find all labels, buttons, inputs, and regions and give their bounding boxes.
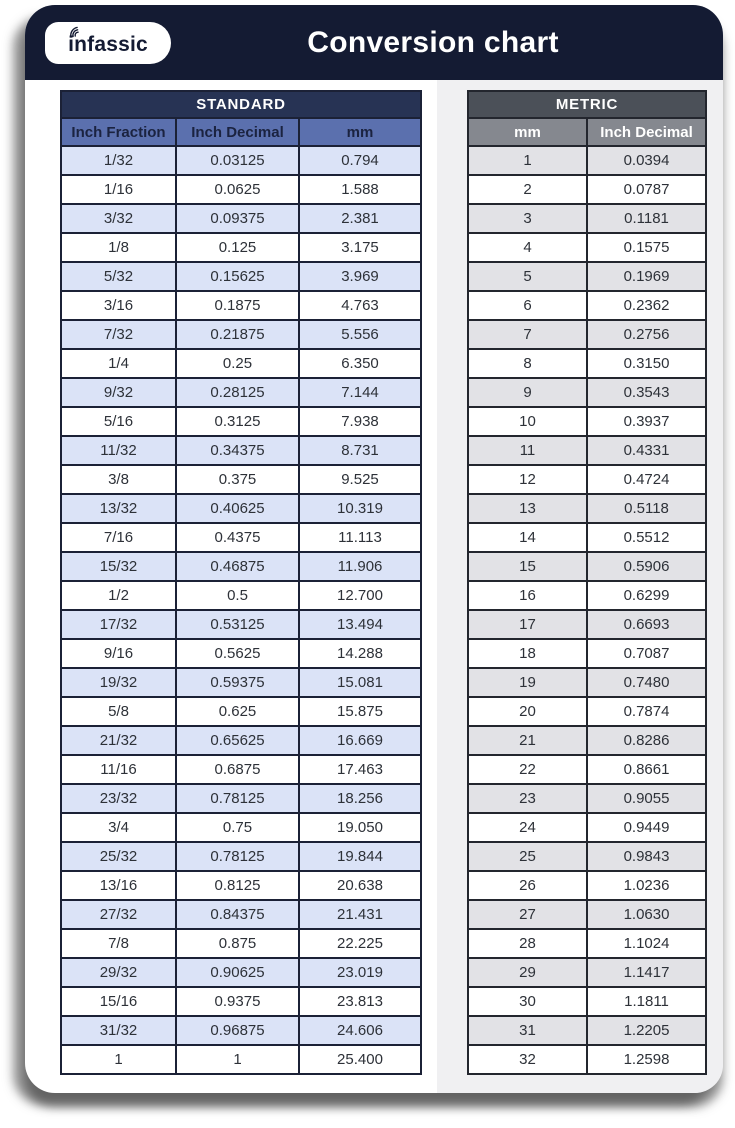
table-row bbox=[61, 581, 421, 610]
inch-decimal-cell: 0.9375 bbox=[176, 987, 299, 1016]
table-row bbox=[468, 1016, 706, 1045]
inch-decimal-cell: 0.8286 bbox=[587, 726, 706, 755]
table-row bbox=[468, 1045, 706, 1074]
inch-decimal-cell: 0.0787 bbox=[587, 175, 706, 204]
table-row bbox=[61, 900, 421, 929]
mm-cell: 2.381 bbox=[299, 204, 421, 233]
inch-fraction-cell: 9/32 bbox=[61, 378, 176, 407]
table-row bbox=[468, 204, 706, 233]
table-row bbox=[61, 523, 421, 552]
table-row bbox=[468, 436, 706, 465]
mm-cell: 17 bbox=[468, 610, 587, 639]
standard-table-title: STANDARD bbox=[61, 91, 421, 118]
infassic-logo bbox=[45, 22, 171, 64]
table-row bbox=[61, 378, 421, 407]
mm-cell: 31 bbox=[468, 1016, 587, 1045]
inch-fraction-cell: 1/8 bbox=[61, 233, 176, 262]
inch-decimal-cell: 0.5118 bbox=[587, 494, 706, 523]
table-row bbox=[468, 523, 706, 552]
table-row bbox=[61, 291, 421, 320]
mm-cell: 22 bbox=[468, 755, 587, 784]
table-row bbox=[468, 842, 706, 871]
inch-decimal-cell: 0.0394 bbox=[587, 146, 706, 175]
table-row bbox=[61, 204, 421, 233]
mm-cell: 23.813 bbox=[299, 987, 421, 1016]
mm-cell: 30 bbox=[468, 987, 587, 1016]
mm-cell: 21.431 bbox=[299, 900, 421, 929]
table-row bbox=[468, 958, 706, 987]
page-title: Conversion chart bbox=[307, 25, 559, 59]
inch-decimal-cell: 0.25 bbox=[176, 349, 299, 378]
table-row bbox=[61, 813, 421, 842]
mm-cell: 13.494 bbox=[299, 610, 421, 639]
inch-decimal-cell: 0.6875 bbox=[176, 755, 299, 784]
inch-decimal-cell: 0.9055 bbox=[587, 784, 706, 813]
table-row bbox=[61, 233, 421, 262]
inch-fraction-cell: 5/16 bbox=[61, 407, 176, 436]
table-row bbox=[61, 175, 421, 204]
inch-decimal-cell: 0.2362 bbox=[587, 291, 706, 320]
column-header-inch-fraction: Inch Fraction bbox=[61, 118, 176, 146]
inch-fraction-cell: 13/32 bbox=[61, 494, 176, 523]
inch-decimal-cell: 0.9843 bbox=[587, 842, 706, 871]
mm-cell: 8.731 bbox=[299, 436, 421, 465]
inch-decimal-cell: 0.5 bbox=[176, 581, 299, 610]
inch-decimal-cell: 0.21875 bbox=[176, 320, 299, 349]
inch-decimal-cell: 0.28125 bbox=[176, 378, 299, 407]
inch-decimal-cell: 0.90625 bbox=[176, 958, 299, 987]
inch-decimal-cell: 0.6693 bbox=[587, 610, 706, 639]
mm-cell: 12 bbox=[468, 465, 587, 494]
table-row bbox=[468, 987, 706, 1016]
mm-cell: 1 bbox=[468, 146, 587, 175]
column-header-inch-decimal: Inch Decimal bbox=[176, 118, 299, 146]
inch-decimal-cell: 0.3543 bbox=[587, 378, 706, 407]
inch-fraction-cell: 7/16 bbox=[61, 523, 176, 552]
table-row bbox=[468, 581, 706, 610]
mm-cell: 5.556 bbox=[299, 320, 421, 349]
mm-cell: 0.794 bbox=[299, 146, 421, 175]
table-row bbox=[61, 929, 421, 958]
table-row bbox=[61, 871, 421, 900]
inch-fraction-cell: 11/32 bbox=[61, 436, 176, 465]
inch-fraction-cell: 27/32 bbox=[61, 900, 176, 929]
mm-cell: 3.969 bbox=[299, 262, 421, 291]
table-row bbox=[468, 291, 706, 320]
table-row bbox=[468, 668, 706, 697]
inch-fraction-cell: 17/32 bbox=[61, 610, 176, 639]
table-row bbox=[61, 755, 421, 784]
mm-cell: 26 bbox=[468, 871, 587, 900]
mm-cell: 10 bbox=[468, 407, 587, 436]
metric-header-row bbox=[468, 118, 706, 146]
inch-decimal-cell: 0.2756 bbox=[587, 320, 706, 349]
standard-table bbox=[60, 90, 422, 1075]
header-bar bbox=[25, 5, 723, 80]
table-row bbox=[468, 175, 706, 204]
inch-fraction-cell: 5/8 bbox=[61, 697, 176, 726]
table-row bbox=[468, 726, 706, 755]
inch-decimal-cell: 0.7874 bbox=[587, 697, 706, 726]
table-row bbox=[468, 610, 706, 639]
inch-decimal-cell: 0.65625 bbox=[176, 726, 299, 755]
inch-decimal-cell: 1.2598 bbox=[587, 1045, 706, 1074]
inch-fraction-cell: 15/32 bbox=[61, 552, 176, 581]
mm-cell: 3 bbox=[468, 204, 587, 233]
table-row bbox=[468, 378, 706, 407]
inch-decimal-cell: 0.625 bbox=[176, 697, 299, 726]
mm-cell: 15.081 bbox=[299, 668, 421, 697]
table-row bbox=[61, 1045, 421, 1074]
mm-cell: 3.175 bbox=[299, 233, 421, 262]
table-row bbox=[61, 552, 421, 581]
mm-cell: 16.669 bbox=[299, 726, 421, 755]
mm-cell: 20.638 bbox=[299, 871, 421, 900]
mm-cell: 11.906 bbox=[299, 552, 421, 581]
table-row bbox=[61, 610, 421, 639]
inch-decimal-cell: 0.1875 bbox=[176, 291, 299, 320]
table-row bbox=[61, 494, 421, 523]
inch-decimal-cell: 0.3150 bbox=[587, 349, 706, 378]
inch-decimal-cell: 0.5625 bbox=[176, 639, 299, 668]
mm-cell: 19.844 bbox=[299, 842, 421, 871]
mm-cell: 11 bbox=[468, 436, 587, 465]
inch-fraction-cell: 3/4 bbox=[61, 813, 176, 842]
inch-decimal-cell: 0.53125 bbox=[176, 610, 299, 639]
conversion-chart-card bbox=[25, 5, 723, 1093]
inch-fraction-cell: 3/32 bbox=[61, 204, 176, 233]
inch-fraction-cell: 5/32 bbox=[61, 262, 176, 291]
mm-cell: 5 bbox=[468, 262, 587, 291]
mm-cell: 9.525 bbox=[299, 465, 421, 494]
inch-decimal-cell: 0.78125 bbox=[176, 842, 299, 871]
inch-fraction-cell: 3/8 bbox=[61, 465, 176, 494]
inch-fraction-cell: 1/16 bbox=[61, 175, 176, 204]
inch-fraction-cell: 29/32 bbox=[61, 958, 176, 987]
inch-decimal-cell: 0.59375 bbox=[176, 668, 299, 697]
mm-cell: 25 bbox=[468, 842, 587, 871]
inch-decimal-cell: 0.125 bbox=[176, 233, 299, 262]
inch-decimal-cell: 0.8661 bbox=[587, 755, 706, 784]
table-row bbox=[468, 929, 706, 958]
inch-decimal-cell: 0.96875 bbox=[176, 1016, 299, 1045]
mm-cell: 2 bbox=[468, 175, 587, 204]
inch-fraction-cell: 1/2 bbox=[61, 581, 176, 610]
mm-cell: 22.225 bbox=[299, 929, 421, 958]
table-row bbox=[61, 1016, 421, 1045]
table-row bbox=[61, 697, 421, 726]
inch-decimal-cell: 0.875 bbox=[176, 929, 299, 958]
mm-cell: 17.463 bbox=[299, 755, 421, 784]
inch-decimal-cell: 0.4724 bbox=[587, 465, 706, 494]
mm-cell: 18 bbox=[468, 639, 587, 668]
mm-cell: 10.319 bbox=[299, 494, 421, 523]
mm-cell: 4.763 bbox=[299, 291, 421, 320]
table-row bbox=[468, 233, 706, 262]
column-header-mm: mm bbox=[299, 118, 421, 146]
mm-cell: 21 bbox=[468, 726, 587, 755]
mm-cell: 20 bbox=[468, 697, 587, 726]
inch-decimal-cell: 0.0625 bbox=[176, 175, 299, 204]
inch-decimal-cell: 1.1811 bbox=[587, 987, 706, 1016]
inch-decimal-cell: 0.4375 bbox=[176, 523, 299, 552]
mm-cell: 24 bbox=[468, 813, 587, 842]
mm-cell: 27 bbox=[468, 900, 587, 929]
column-header-mm: mm bbox=[468, 118, 587, 146]
mm-cell: 6 bbox=[468, 291, 587, 320]
inch-decimal-cell: 0.9449 bbox=[587, 813, 706, 842]
mm-cell: 1.588 bbox=[299, 175, 421, 204]
table-row bbox=[61, 146, 421, 175]
table-row bbox=[468, 407, 706, 436]
inch-fraction-cell: 7/8 bbox=[61, 929, 176, 958]
mm-cell: 16 bbox=[468, 581, 587, 610]
inch-decimal-cell: 0.75 bbox=[176, 813, 299, 842]
mm-cell: 8 bbox=[468, 349, 587, 378]
table-row bbox=[61, 784, 421, 813]
mm-cell: 19.050 bbox=[299, 813, 421, 842]
mm-cell: 32 bbox=[468, 1045, 587, 1074]
inch-fraction-cell: 3/16 bbox=[61, 291, 176, 320]
inch-fraction-cell: 9/16 bbox=[61, 639, 176, 668]
table-row bbox=[61, 668, 421, 697]
mm-cell: 11.113 bbox=[299, 523, 421, 552]
table-row bbox=[468, 465, 706, 494]
table-row bbox=[468, 494, 706, 523]
table-row bbox=[61, 639, 421, 668]
table-row bbox=[61, 842, 421, 871]
inch-decimal-cell: 0.6299 bbox=[587, 581, 706, 610]
inch-decimal-cell: 0.84375 bbox=[176, 900, 299, 929]
inch-decimal-cell: 0.09375 bbox=[176, 204, 299, 233]
mm-cell: 14 bbox=[468, 523, 587, 552]
inch-decimal-cell: 0.3937 bbox=[587, 407, 706, 436]
inch-fraction-cell: 19/32 bbox=[61, 668, 176, 697]
mm-cell: 23.019 bbox=[299, 958, 421, 987]
inch-fraction-cell: 1/32 bbox=[61, 146, 176, 175]
inch-fraction-cell: 11/16 bbox=[61, 755, 176, 784]
inch-fraction-cell: 7/32 bbox=[61, 320, 176, 349]
table-row bbox=[61, 436, 421, 465]
table-row bbox=[468, 755, 706, 784]
table-row bbox=[61, 407, 421, 436]
mm-cell: 15 bbox=[468, 552, 587, 581]
inch-decimal-cell: 0.15625 bbox=[176, 262, 299, 291]
table-row bbox=[468, 146, 706, 175]
mm-cell: 4 bbox=[468, 233, 587, 262]
inch-decimal-cell: 0.46875 bbox=[176, 552, 299, 581]
mm-cell: 29 bbox=[468, 958, 587, 987]
mm-cell: 25.400 bbox=[299, 1045, 421, 1074]
inch-fraction-cell: 31/32 bbox=[61, 1016, 176, 1045]
table-row bbox=[468, 900, 706, 929]
column-header-inch-decimal: Inch Decimal bbox=[587, 118, 706, 146]
mm-cell: 24.606 bbox=[299, 1016, 421, 1045]
inch-decimal-cell: 0.1575 bbox=[587, 233, 706, 262]
mm-cell: 7 bbox=[468, 320, 587, 349]
table-row bbox=[468, 262, 706, 291]
inch-decimal-cell: 0.375 bbox=[176, 465, 299, 494]
standard-header-row bbox=[61, 118, 421, 146]
table-row bbox=[61, 958, 421, 987]
table-row bbox=[61, 262, 421, 291]
inch-decimal-cell: 1.0630 bbox=[587, 900, 706, 929]
inch-fraction-cell: 1 bbox=[61, 1045, 176, 1074]
inch-decimal-cell: 0.7087 bbox=[587, 639, 706, 668]
inch-fraction-cell: 15/16 bbox=[61, 987, 176, 1016]
table-row bbox=[61, 987, 421, 1016]
inch-decimal-cell: 1 bbox=[176, 1045, 299, 1074]
inch-fraction-cell: 13/16 bbox=[61, 871, 176, 900]
inch-decimal-cell: 1.0236 bbox=[587, 871, 706, 900]
table-row bbox=[468, 320, 706, 349]
table-row bbox=[61, 726, 421, 755]
inch-decimal-cell: 1.1024 bbox=[587, 929, 706, 958]
mm-cell: 23 bbox=[468, 784, 587, 813]
mm-cell: 6.350 bbox=[299, 349, 421, 378]
mm-cell: 18.256 bbox=[299, 784, 421, 813]
inch-decimal-cell: 0.40625 bbox=[176, 494, 299, 523]
mm-cell: 28 bbox=[468, 929, 587, 958]
inch-decimal-cell: 0.3125 bbox=[176, 407, 299, 436]
inch-decimal-cell: 0.1969 bbox=[587, 262, 706, 291]
table-row bbox=[468, 813, 706, 842]
inch-decimal-cell: 0.4331 bbox=[587, 436, 706, 465]
table-row bbox=[468, 552, 706, 581]
table-row bbox=[468, 871, 706, 900]
inch-decimal-cell: 0.03125 bbox=[176, 146, 299, 175]
table-row bbox=[468, 639, 706, 668]
mm-cell: 19 bbox=[468, 668, 587, 697]
inch-decimal-cell: 1.1417 bbox=[587, 958, 706, 987]
logo-text: infassic bbox=[68, 32, 148, 56]
inch-fraction-cell: 25/32 bbox=[61, 842, 176, 871]
inch-decimal-cell: 0.8125 bbox=[176, 871, 299, 900]
mm-cell: 15.875 bbox=[299, 697, 421, 726]
inch-decimal-cell: 1.2205 bbox=[587, 1016, 706, 1045]
table-row bbox=[468, 697, 706, 726]
inch-decimal-cell: 0.5906 bbox=[587, 552, 706, 581]
table-row bbox=[468, 349, 706, 378]
table-row bbox=[468, 784, 706, 813]
table-row bbox=[61, 320, 421, 349]
inch-fraction-cell: 23/32 bbox=[61, 784, 176, 813]
mm-cell: 14.288 bbox=[299, 639, 421, 668]
inch-decimal-cell: 0.34375 bbox=[176, 436, 299, 465]
mm-cell: 7.938 bbox=[299, 407, 421, 436]
inch-decimal-cell: 0.7480 bbox=[587, 668, 706, 697]
inch-decimal-cell: 0.78125 bbox=[176, 784, 299, 813]
inch-fraction-cell: 21/32 bbox=[61, 726, 176, 755]
metric-table-title: METRIC bbox=[468, 91, 706, 118]
inch-decimal-cell: 0.5512 bbox=[587, 523, 706, 552]
mm-cell: 9 bbox=[468, 378, 587, 407]
table-row bbox=[61, 465, 421, 494]
mm-cell: 12.700 bbox=[299, 581, 421, 610]
metric-table bbox=[467, 90, 707, 1075]
mm-cell: 7.144 bbox=[299, 378, 421, 407]
table-row bbox=[61, 349, 421, 378]
inch-fraction-cell: 1/4 bbox=[61, 349, 176, 378]
inch-decimal-cell: 0.1181 bbox=[587, 204, 706, 233]
mm-cell: 13 bbox=[468, 494, 587, 523]
